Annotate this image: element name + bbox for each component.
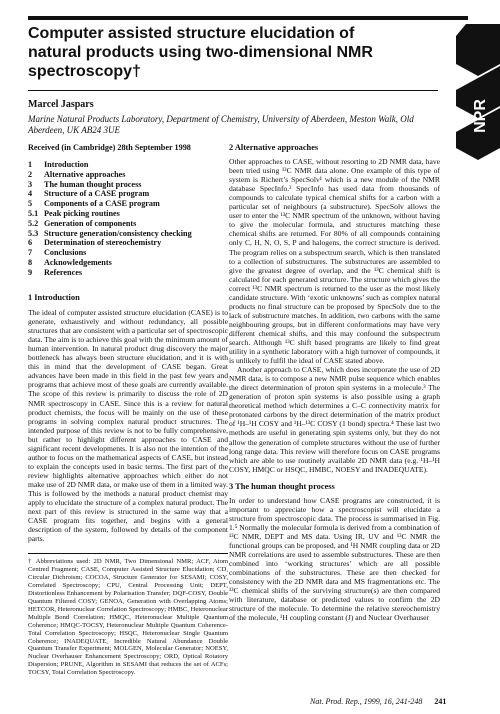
journal-citation: Nat. Prod. Rep., 1999, 16, 241-248 xyxy=(310,697,423,706)
toc-entry: 6 Determination of stereochemistry xyxy=(28,238,162,248)
paragraph: Other approaches to CASE, without resorting to 2D NMR data, have been tried using ¹³C NMR data alone. One example of this type of system is Richert’s SpecSolv¹ which is a new module of the NMR database SpecInfo.² SpecInfo has used data from thousands of compounds to calculate typical chemical shifts for a carbon with a particular set of neighbours (a substructure). SpecSolv allows the user to enter the ¹³C NMR spectrum of the unknown, without having to give the molecular formula, and structures matching these chemical shifts are returned. For 80% of all compounds containing only C, H, N, O, S, P and halogens, the correct structure is derived. The program relies on a subspectrum search, which is then translated to a collection of substructures. The substructures are assembled to give the greatest degree of overlap, and the ¹³C chemical shift is calculated for each generated structure. The structure which gives the correct ¹³C NMR spectrum is returned to the user as the most likely candidate structure. With ‘exotic unknowns’ such as complex natural products no final structure can be proposed by SpecSolv due to the lack of substructure matches. In addition, two carbons with the same neighbouring groups, but in different conformations may have very different chemical shifts, and this may confound the subspectrum search. Although ¹³C shift based programs are likely to find great utility in a synthetic laboratory with a high turnover of compounds, it is unlikely to fulfil the ideal of CASE stated above. xyxy=(229,157,440,366)
paragraph: Another approach to CASE, which does incorporate the use of 2D NMR data, is to compose a new NMR pulse sequence which enables the direct determination of proton spin systems in a molecule.³ The generation of proton spin systems is also possible using a graph theoretical method which determines a C–C connectivity matrix for protonated carbons by the direct determination of the matrix product of ¹H–¹H COSY and ¹H–¹³C COSY (1 bond) spectra.⁴ These last two methods are useful in generating spin systems only, but they do not allow the generation of complete structures without the use of further long range data. This review will therefore focus on CASE programs which are able to use routinely available 2D NMR data (e.g. ¹H–¹H COSY, HMQC or HSQC, HMBC, NOESY and INADEQUATE). xyxy=(229,365,440,474)
section-heading: 2 Alternative approaches xyxy=(229,143,319,152)
right-column xyxy=(229,143,440,622)
paragraph: The ideal of computer assisted structure elucidation (CASE) is to generate, exhaustively and without redundancy, all possible structures that are consistent with a particular set of spectroscopic data. The aim is to achieve this goal with the minimum amount of human intervention. In natural product drug discovery the major bottleneck has always been structure elucidation, and it is with this in mind that the development of CASE began. Great advances have been made in this field in the past few years and programs that achieve most of these goals are currently available. The scope of this review is primarily to discuss the role of 2D NMR spectroscopy in CASE. Since this is a review for natural product chemists, the focus will be mainly on the use of these programs in solving complex natural product structures. The intended purpose of this review is not to be fully comprehensive, but rather to highlight different approaches to CASE and significant recent developments. It is also not the intention of the author to focus on the mathematical aspects of CASE, but instead to explain the concepts used in basic terms. The first part of the review highlights alternative approaches which either do not make use of 2D NMR data, or make use of them in a limited way. This is followed by the methods a natural product chemist may apply to elucidate the structure of a complex natural product. The next part of this review is structured in the same way that a CASE program fits together, and begins with a general description of the system, followed by details of the component parts. xyxy=(28,308,228,544)
section-heading: 1 Introduction xyxy=(28,293,80,302)
top-rule xyxy=(28,16,468,20)
toc-entry: 3 The human thought process xyxy=(28,179,142,189)
footnote-rule xyxy=(28,553,228,554)
table-of-contents xyxy=(28,160,228,278)
logo-text: NPR xyxy=(472,99,489,133)
toc-entry: 5.2 Generation of components xyxy=(28,218,137,228)
toc-entry: 5.3 Structure generation/consistency checking xyxy=(28,228,192,238)
toc-entry: 9 References xyxy=(28,267,83,277)
article-title: Computer assisted structure elucidation of natural products using two-dimensional NMR spectroscopy† xyxy=(28,25,373,80)
paragraph: In order to understand how CASE programs are constructed, it is important to appreciate how a spectroscopist will elucidate a structure from spectroscopic data. The process is summarised in Fig. 1.⁵ Normally the molecular formula is derived from a combination of ¹³C NMR, DEPT and MS data. Using IR, UV and ¹³C NMR the functional groups can be proposed, and ¹H NMR coupling data or 2D NMR correlations are used to assemble substructures. These are then combined into ‘working structures’ which are all possible combinations of the substructures. These are then checked for consistency with the 2D NMR data and MS fragmentations etc. The ¹³C chemical shifts of the surviving structure(s) are then compared with literature, database or predicted values to confirm the 2D structure of the molecule. To determine the relative stereochemistry of the molecule, ¹H coupling constant (J) and Nuclear Overhauser xyxy=(229,495,440,623)
toc-entry: 7 Conclusions xyxy=(28,248,87,258)
npr-logo xyxy=(448,24,500,184)
toc-entry: 4 Structure of a CASE program xyxy=(28,189,150,199)
toc-entry: 8 Acknowledgements xyxy=(28,257,112,267)
received-date: Received (in Cambridge) 28th September 1998 xyxy=(28,143,191,152)
header-rule xyxy=(28,90,438,91)
author-name: Marcel Jaspars xyxy=(28,99,94,110)
page-footer xyxy=(310,697,446,706)
footnote: † Abbreviations used: 2D NMR, Two Dimensional NMR; ACF, Atom Centred Fragment; CASE, Computer Assisted Structure Elucidation; CD, Circular Dichroism; COCOA, Structure Generator for SESAMI; COSY, Correlated Spectroscopy; CPU, Central Processing Unit; DEPT, Distortionless Enhancement by Polarisation Transfer; DQF-COSY, Double Quantum Filtered COSY; GENOA, Generation with Overlapping Atoms; HETCOR, Heteronuclear Correlation Spectroscopy; HMBC, Heteronuclear Multiple Bond Correlation; HMQC, Heteronuclear Multiple Quantum Coherence; HMQC-TOCSY, Heteronuclear Multiple Quantum Coherence-Total Correlation Spectroscopy; HSQC, Heteronuclear Single Quantum Coherence; INADEQUATE, Incredible Natural Abundance Double Quantum Transfer Experiment; MOLGEN, Molecular Generator; NOESY, Nuclear Overhauser Enhancement Spectroscopy; ORD, Optical Rotatory Dispersion; PRUNE, Algorithm in SESAMI that reduces the set of ACFs; TOCSY, Total Correlation Spectroscopy. xyxy=(28,558,228,677)
page-number: 241 xyxy=(434,697,447,706)
affiliation: Marine Natural Products Laboratory, Department of Chemistry, University of Aberdeen, Meston Walk, Old Aberdeen, UK AB24 3UE xyxy=(28,114,414,135)
left-column xyxy=(28,293,228,543)
toc-entry: 2 Alternative approaches xyxy=(28,169,126,179)
toc-entry: 5 Components of a CASE program xyxy=(28,199,160,209)
toc-entry: 5.1 Peak picking routines xyxy=(28,208,120,218)
section-heading: 3 The human thought process xyxy=(229,481,335,491)
toc-entry: 1 Introduction xyxy=(28,160,89,169)
